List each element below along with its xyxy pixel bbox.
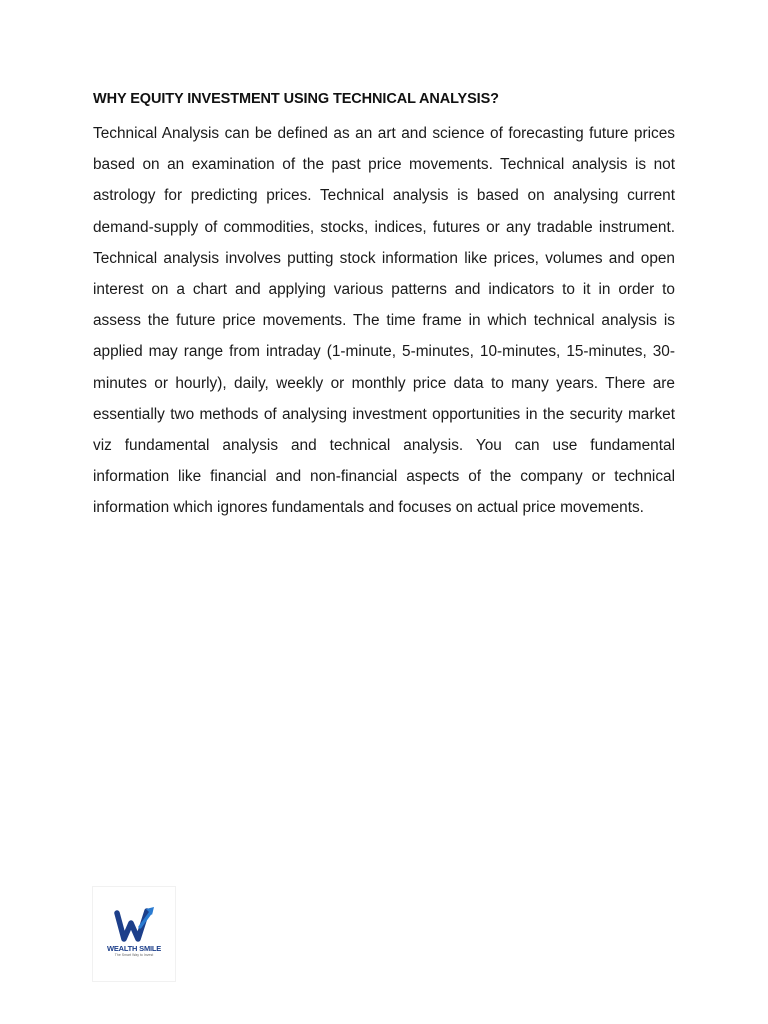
- logo-name: WEALTH SMILE: [106, 944, 162, 953]
- document-paragraph: Technical Analysis can be defined as an art and science of forecasting future prices based on an examination of the past price movements. Technical analysis is not astrology for predicting prices. Technical analysis is based on analysing current demand-supply of commodities, stocks, indices, futures or any tradable instrument. Technical analysis involves putting stock information like prices, volumes and open interest on a chart and applying various patterns and indicators to it in order to assess the future price movements. The time frame in which technical analysis is applied may range from intraday (1-minute, 5-minutes, 10-minutes, 15-minutes, 30-minutes or hourly), daily, weekly or monthly price data to many years. There are essentially two methods of analysing investment opportunities in the security market viz fundamental analysis and technical analysis. You can use fundamental information like financial and non-financial aspects of the company or technical information which ignores fundamentals and focuses on actual price movements.: [93, 125, 675, 517]
- wealth-smile-w-arrow-icon: [93, 887, 175, 981]
- company-logo: [93, 887, 175, 981]
- logo-tagline: The Smart Way to Invest: [114, 953, 154, 957]
- document-heading: WHY EQUITY INVESTMENT USING TECHNICAL ANALYSIS?: [93, 91, 499, 107]
